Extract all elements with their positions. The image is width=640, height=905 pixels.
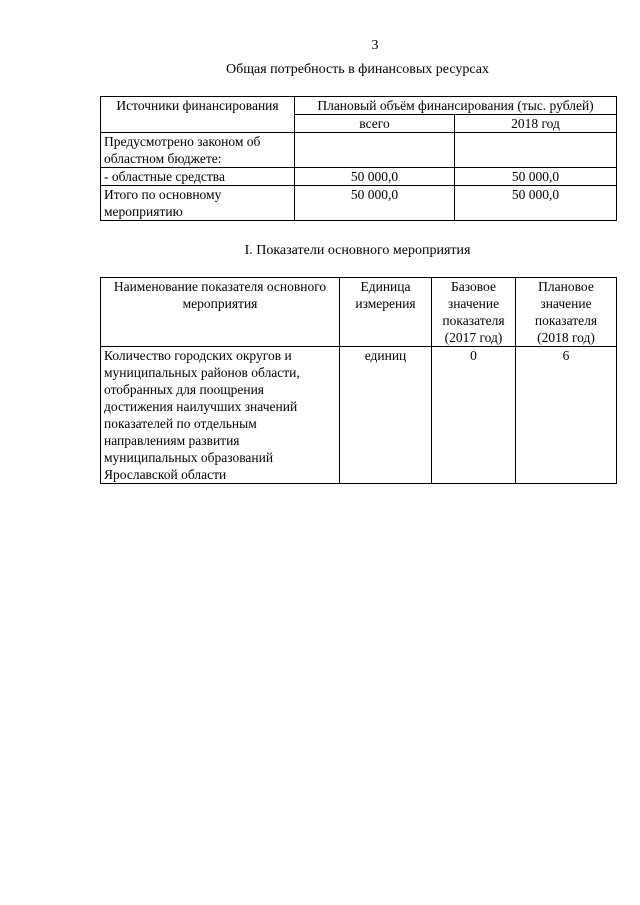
- table-header-row: [101, 97, 617, 115]
- financial-needs-title: Общая потребность в финансовых ресурсах: [226, 62, 489, 77]
- indicators-title: I. Показатели основного мероприятия: [244, 243, 471, 258]
- indicator-name: Количество городских округов и муниципальных районов области, отобранных для поощрения достижения наилучших значений показателей по отдельным направлениям развития муниципальных образований Ярославской области: [101, 347, 340, 484]
- header-total: всего: [295, 115, 455, 133]
- table-row: [101, 347, 617, 484]
- page-number: 3: [371, 38, 379, 53]
- row-total: 50 000,0: [295, 168, 455, 186]
- row-source: Предусмотрено законом об областном бюджете:: [101, 133, 295, 168]
- header-plan-value: Плановое значение показателя (2018 год): [516, 278, 617, 347]
- header-unit: Единица измерения: [340, 278, 432, 347]
- row-total: 50 000,0: [295, 186, 455, 221]
- header-sources: Источники финансирования: [101, 97, 295, 133]
- row-total: [295, 133, 455, 168]
- row-year: 50 000,0: [455, 168, 617, 186]
- header-base-value: Базовое значение показателя (2017 год): [432, 278, 516, 347]
- table-header-row: [101, 278, 617, 347]
- table-row: [101, 133, 617, 168]
- table-row: [101, 168, 617, 186]
- row-source: - областные средства: [101, 168, 295, 186]
- financial-needs-table: [100, 96, 617, 221]
- row-source: Итого по основному мероприятию: [101, 186, 295, 221]
- row-year: [455, 133, 617, 168]
- indicator-unit: единиц: [340, 347, 432, 484]
- row-year: 50 000,0: [455, 186, 617, 221]
- header-planned-financing: Плановый объём финансирования (тыс. рублей): [295, 97, 617, 115]
- indicator-base-value: 0: [432, 347, 516, 484]
- table-row: [101, 186, 617, 221]
- header-indicator-name: Наименование показателя основного мероприятия: [101, 278, 340, 347]
- indicator-plan-value: 6: [516, 347, 617, 484]
- indicators-table: [100, 277, 617, 484]
- header-year: 2018 год: [455, 115, 617, 133]
